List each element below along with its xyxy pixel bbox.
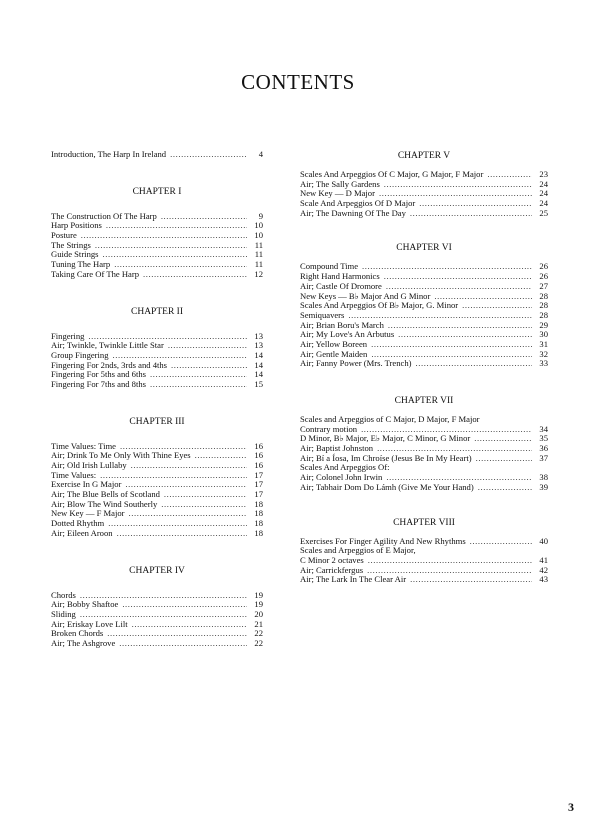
dot-leader bbox=[161, 500, 247, 510]
toc-entry-page: 15 bbox=[254, 378, 263, 389]
toc-entry-title: Air; Twinkle, Twinkle Little Star bbox=[51, 340, 164, 351]
toc-entry-page: 13 bbox=[254, 330, 263, 341]
dot-leader bbox=[415, 359, 532, 369]
spacer bbox=[300, 218, 548, 242]
toc-entry-title: Group Fingering bbox=[51, 349, 109, 360]
toc-entry-title: Air; Bobby Shaftoe bbox=[51, 599, 119, 610]
toc-entry[interactable] bbox=[51, 380, 263, 390]
spacer bbox=[300, 369, 548, 395]
toc-entry-title: New Key — D Major bbox=[300, 188, 375, 199]
toc-entry-title: New Key — F Major bbox=[51, 508, 125, 519]
spacer bbox=[51, 160, 263, 186]
toc-entry-title: Air; Fanny Power (Mrs. Trench) bbox=[300, 358, 412, 369]
toc-entry-title: Fingering For 7ths and 8ths bbox=[51, 378, 147, 389]
dot-leader bbox=[195, 451, 247, 461]
toc-entry-title: Fingering For 5ths and 6ths bbox=[51, 369, 147, 380]
chapter-heading: CHAPTER VIII bbox=[393, 517, 455, 528]
toc-entry-page: 24 bbox=[539, 198, 548, 209]
toc-entry-page: 11 bbox=[254, 239, 263, 250]
toc-entry-page: 18 bbox=[254, 508, 263, 519]
toc-entry-page: 28 bbox=[539, 290, 548, 301]
toc-entry-page: 21 bbox=[254, 618, 263, 629]
toc-entry-page: 37 bbox=[539, 452, 548, 463]
chapter-heading: CHAPTER V bbox=[397, 151, 451, 161]
toc-entry-title: Dotted Rhythm bbox=[51, 518, 105, 529]
toc-entry-page: 12 bbox=[254, 268, 263, 279]
toc-entry-page: 17 bbox=[254, 469, 263, 480]
toc-entry-page: 43 bbox=[539, 574, 548, 585]
toc-entry-title: Air; Brian Boru's March bbox=[300, 319, 384, 330]
dot-leader bbox=[150, 370, 247, 380]
toc-entry-title: Scale And Arpeggios Of D Major bbox=[300, 198, 416, 209]
dot-leader bbox=[388, 321, 532, 331]
toc-entry-title: D Minor, B♭ Major, E♭ Major, C Minor, G Minor bbox=[300, 433, 471, 444]
spacer bbox=[51, 390, 263, 416]
toc-entry-title: Air; Gentle Maiden bbox=[300, 348, 368, 359]
toc-entry-title: Exercise In G Major bbox=[51, 479, 122, 490]
dot-leader bbox=[470, 537, 532, 547]
toc-entry-page: 17 bbox=[254, 479, 263, 490]
toc-entry-page: 25 bbox=[539, 207, 548, 218]
dot-leader bbox=[371, 340, 532, 350]
toc-entry-title: New Keys — B♭ Major And G Minor bbox=[300, 290, 431, 301]
toc-entry-page: 38 bbox=[539, 472, 548, 483]
toc-entry-page: 18 bbox=[254, 527, 263, 538]
toc-entry-title: Air; Eriskay Love Lilt bbox=[51, 618, 128, 629]
spacer bbox=[51, 318, 263, 332]
toc-entry-title: Air; Drink To Me Only With Thine Eyes bbox=[51, 450, 191, 461]
toc-entry-page: 33 bbox=[539, 358, 548, 369]
chapter-heading: CHAPTER IV bbox=[129, 565, 185, 576]
toc-entry[interactable] bbox=[300, 359, 548, 369]
toc-entry-title: Air; The Lark In The Clear Air bbox=[300, 574, 407, 585]
toc-entry-title: Air; The Sally Gardens bbox=[300, 178, 380, 189]
toc-entry-title: Air; Old Irish Lullaby bbox=[51, 460, 127, 470]
toc-entry-title: Air; The Ashgrove bbox=[51, 637, 116, 648]
dot-leader bbox=[95, 241, 247, 251]
toc-entry-title: Sliding bbox=[51, 608, 76, 619]
toc-entry-page: 35 bbox=[539, 433, 548, 444]
toc-entry-page: 29 bbox=[539, 319, 548, 330]
toc-entry-title: Air; Colonel John Irwin bbox=[300, 472, 383, 483]
toc-entry-page: 10 bbox=[254, 230, 263, 241]
toc-entry-page: 4 bbox=[258, 149, 263, 159]
dot-leader bbox=[368, 556, 532, 566]
dot-leader bbox=[122, 600, 247, 610]
toc-entry[interactable] bbox=[51, 639, 263, 649]
toc-entry-page: 11 bbox=[254, 259, 263, 270]
toc-entry-title: Scales And Arpeggios Of C Major, G Major, F Major bbox=[300, 169, 484, 179]
toc-entry-page: 41 bbox=[539, 554, 548, 565]
dot-leader bbox=[117, 529, 247, 539]
toc-entry-page: 24 bbox=[539, 188, 548, 199]
spacer bbox=[51, 428, 263, 442]
toc-entry-title: Time Values: bbox=[51, 469, 97, 480]
chapter-heading: CHAPTER III bbox=[129, 416, 185, 427]
toc-entry[interactable] bbox=[300, 209, 548, 219]
dot-leader bbox=[106, 221, 247, 231]
toc-entry-title: Air; My Love's An Arbutus bbox=[300, 329, 395, 340]
dot-leader bbox=[462, 301, 532, 311]
dot-leader bbox=[410, 575, 532, 585]
toc-entry-title: Air; Yellow Boreen bbox=[300, 338, 368, 349]
toc-entry[interactable] bbox=[300, 575, 548, 585]
toc-entry-page: 30 bbox=[539, 329, 548, 340]
toc-entry-title: Contrary motion bbox=[300, 423, 358, 434]
toc-entry-title: Fingering For 2nds, 3rds and 4ths bbox=[51, 359, 168, 370]
toc-entry-page: 19 bbox=[254, 599, 263, 610]
toc-entry-page: 31 bbox=[539, 338, 548, 349]
page-title: CONTENTS bbox=[241, 70, 355, 94]
spacer bbox=[300, 493, 548, 517]
toc-entry-title: Broken Chords bbox=[51, 628, 104, 639]
chapter-heading: CHAPTER I bbox=[132, 186, 182, 197]
toc-entry-page: 13 bbox=[254, 340, 263, 351]
toc-entry-page: 14 bbox=[254, 369, 263, 380]
dot-leader bbox=[100, 471, 247, 481]
dot-leader bbox=[81, 231, 247, 241]
dot-leader bbox=[150, 380, 247, 390]
toc-entry-title: Air; The Blue Bells of Scotland bbox=[51, 489, 160, 500]
toc-entry-title: Air; Carrickfergus bbox=[300, 564, 364, 575]
toc-entry-page: 18 bbox=[254, 518, 263, 529]
chapter-heading: CHAPTER II bbox=[131, 306, 183, 317]
dot-leader bbox=[410, 209, 532, 219]
spacer bbox=[51, 539, 263, 565]
toc-entry-page: 23 bbox=[539, 169, 548, 179]
dot-leader bbox=[362, 262, 532, 272]
chapter-heading: CHAPTER VI bbox=[396, 243, 452, 254]
toc-entry-title: Taking Care Of The Harp bbox=[51, 268, 140, 279]
toc-entry-page: 24 bbox=[539, 178, 548, 189]
toc-entry-page: 27 bbox=[539, 280, 548, 291]
toc-entry-page: 42 bbox=[539, 564, 548, 575]
toc-entry-title: Fingering bbox=[51, 330, 85, 341]
toc-entry-page: 19 bbox=[254, 589, 263, 600]
toc-entry[interactable] bbox=[51, 221, 263, 231]
spacer bbox=[51, 198, 263, 212]
toc-entry-title: Air; Blow The Wind Southerly bbox=[51, 498, 158, 509]
toc-entry-title: Chords bbox=[51, 589, 76, 600]
contents-right-column bbox=[300, 150, 548, 585]
dot-leader bbox=[384, 272, 532, 282]
toc-entry-page: 11 bbox=[254, 249, 263, 260]
toc-entry-title: Tuning The Harp bbox=[51, 259, 111, 270]
toc-entry[interactable] bbox=[51, 600, 263, 610]
toc-entry[interactable] bbox=[51, 270, 263, 280]
toc-entry-title: Air; The Dawning Of The Day bbox=[300, 207, 406, 218]
dot-leader bbox=[487, 170, 532, 180]
toc-entry-title: Semiquavers bbox=[300, 309, 345, 320]
toc-entry-page: 34 bbox=[539, 423, 548, 434]
toc-entry-page: 10 bbox=[254, 220, 263, 231]
dot-leader bbox=[168, 341, 247, 351]
toc-entry-page: 14 bbox=[254, 349, 263, 360]
chapter-heading: CHAPTER VII bbox=[394, 396, 454, 406]
toc-entry-title: Compound Time bbox=[300, 261, 359, 272]
toc-entry-page: 39 bbox=[539, 481, 548, 492]
toc-entry-title: Introduction, The Harp In Ireland bbox=[51, 149, 167, 159]
dot-leader bbox=[398, 330, 532, 340]
dot-leader bbox=[170, 150, 247, 160]
toc-entry-page: 40 bbox=[539, 535, 548, 546]
toc-entry-page: 28 bbox=[539, 300, 548, 311]
toc-entry-title: Harp Positions bbox=[51, 220, 102, 231]
page-number: 3 bbox=[568, 800, 574, 814]
dot-leader bbox=[419, 199, 532, 209]
dot-leader bbox=[107, 629, 247, 639]
dot-leader bbox=[171, 361, 247, 371]
dot-leader bbox=[478, 483, 532, 493]
toc-entry-title: Scales and Arpeggios of C Major, D Major, F Major bbox=[300, 414, 480, 424]
toc-entry-page: 9 bbox=[258, 210, 263, 221]
toc-entry-page: 26 bbox=[539, 271, 548, 282]
toc-entry-page: 20 bbox=[254, 608, 263, 619]
dot-leader bbox=[129, 509, 247, 519]
dot-leader bbox=[476, 454, 532, 464]
dot-leader bbox=[164, 490, 247, 500]
toc-entry-title: Exercises For Finger Agility And New Rhythms bbox=[300, 535, 466, 546]
toc-entry-title: Air; Castle Of Dromore bbox=[300, 280, 382, 291]
toc-entry-page: 32 bbox=[539, 348, 548, 359]
toc-entry-title: The Construction Of The Harp bbox=[51, 210, 157, 221]
toc-entry-title: Scales And Arpeggios Of: bbox=[300, 462, 390, 473]
toc-entry-title: Time Values: Time bbox=[51, 440, 116, 451]
toc-entry-page: 26 bbox=[539, 261, 548, 272]
toc-entry-page: 18 bbox=[254, 498, 263, 509]
toc-entry-title: Air; Eileen Aroon bbox=[51, 527, 113, 538]
toc-entry-page: 16 bbox=[254, 440, 263, 451]
toc-entry[interactable] bbox=[51, 529, 263, 539]
toc-entry-page: 36 bbox=[539, 443, 548, 454]
dot-leader bbox=[161, 212, 247, 222]
toc-entry-title: Air; Baptist Johnston bbox=[300, 443, 374, 454]
toc-entry-title: The Strings bbox=[51, 239, 91, 250]
toc-entry[interactable] bbox=[51, 150, 263, 160]
dot-leader bbox=[119, 639, 247, 649]
toc-entry-page: 14 bbox=[254, 359, 263, 370]
toc-entry-page: 22 bbox=[254, 637, 263, 648]
toc-entry-title: Guide Strings bbox=[51, 249, 99, 260]
dot-leader bbox=[108, 519, 247, 529]
spacer bbox=[51, 577, 263, 591]
toc-entry-title: Posture bbox=[51, 230, 77, 241]
toc-entry-title: C Minor 2 octaves bbox=[300, 554, 364, 565]
dot-leader bbox=[143, 270, 247, 280]
spacer bbox=[51, 280, 263, 306]
toc-entry-title: Right Hand Harmonics bbox=[300, 271, 380, 282]
toc-entry-title: Scales and Arpeggios of E Major, bbox=[300, 545, 416, 556]
toc-entry-page: 28 bbox=[539, 309, 548, 320]
toc-entry-title: Scales And Arpeggios Of B♭ Major, G. Minor bbox=[300, 300, 459, 311]
toc-entry-page: 16 bbox=[254, 460, 263, 470]
toc-entry-title: Air; Bí a Íosa, Im Chroíse (Jesus Be In My Heart) bbox=[300, 452, 472, 463]
toc-entry-page: 17 bbox=[254, 489, 263, 500]
dot-leader bbox=[384, 180, 532, 190]
dot-leader bbox=[132, 620, 247, 630]
dot-leader bbox=[131, 461, 247, 471]
toc-entry-page: 22 bbox=[254, 628, 263, 639]
toc-entry[interactable] bbox=[300, 483, 548, 493]
dot-leader bbox=[103, 250, 247, 260]
toc-entry-page: 16 bbox=[254, 450, 263, 461]
contents-left-column bbox=[51, 150, 263, 649]
dot-leader bbox=[474, 434, 532, 444]
toc-entry-title: Air; Tabhair Dom Do Lámh (Give Me Your Hand) bbox=[300, 481, 474, 492]
